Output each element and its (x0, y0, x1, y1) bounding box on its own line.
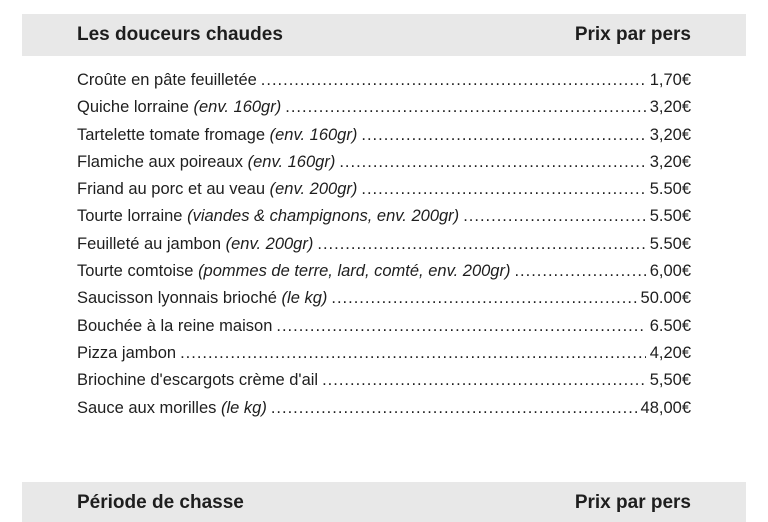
item-name: Croûte en pâte feuilletée (77, 71, 257, 89)
item-price: 3,20€ (649, 152, 691, 171)
item-note: (pommes de terre, lard, comté, env. 200gr) (198, 262, 511, 281)
item-price: 5.50€ (649, 234, 691, 253)
item-note: (viandes & champignons, env. 200gr) (187, 207, 460, 226)
item-price: 4,20€ (649, 343, 691, 362)
item-name: Pizza jambon (77, 343, 177, 362)
section-header-douceurs-chaudes (22, 14, 746, 56)
menu-item (77, 344, 691, 371)
item-price: 3,20€ (649, 98, 691, 117)
menu-item (77, 153, 691, 180)
item-price: 5,50€ (649, 371, 691, 390)
item-note: (env. 200gr) (269, 180, 358, 199)
item-name: Feuilleté au jambon (env. 200gr) (77, 234, 314, 253)
item-name: Tourte lorraine (viandes & champignons, env. 200gr) (77, 207, 460, 226)
leader-dots (317, 235, 645, 254)
item-price: 6,00€ (649, 262, 691, 281)
item-name: Quiche lorraine (env. 160gr) (77, 98, 282, 117)
item-price: 5.50€ (649, 207, 691, 226)
leader-dots (463, 207, 646, 226)
item-name: Friand au porc et au veau (env. 200gr) (77, 180, 358, 199)
item-note: (env. 160gr) (193, 98, 282, 117)
leader-dots (514, 262, 645, 281)
menu-item (77, 126, 691, 153)
item-price: 48,00€ (640, 398, 691, 417)
item-price: 50.00€ (640, 289, 691, 308)
menu-item (77, 180, 691, 207)
leader-dots (331, 289, 636, 308)
menu-item (77, 399, 691, 426)
item-name: Flamiche aux poireaux (env. 160gr) (77, 152, 336, 171)
price-column-header: Prix par pers (574, 24, 691, 45)
item-name: Briochine d'escargots crème d'ail (77, 371, 319, 390)
leader-dots (261, 71, 646, 90)
menu-item (77, 371, 691, 398)
section-title: Les douceurs chaudes (77, 24, 283, 45)
menu-item (77, 98, 691, 125)
leader-dots (339, 153, 645, 172)
menu-item (77, 207, 691, 234)
item-name: Bouchée à la reine maison (77, 316, 273, 335)
leader-dots (361, 180, 645, 199)
item-name: Tourte comtoise (pommes de terre, lard, comté, env. 200gr) (77, 262, 511, 281)
item-price: 6.50€ (649, 316, 691, 335)
leader-dots (271, 399, 637, 418)
menu-item (77, 71, 691, 98)
item-name: Tartelette tomate fromage (env. 160gr) (77, 125, 358, 144)
leader-dots (276, 317, 645, 336)
item-name: Saucisson lyonnais brioché (le kg) (77, 289, 328, 308)
item-price: 3,20€ (649, 125, 691, 144)
item-note: (le kg) (281, 289, 328, 308)
item-name: Sauce aux morilles (le kg) (77, 398, 267, 417)
menu-item (77, 262, 691, 289)
item-note: (le kg) (221, 398, 267, 417)
menu-list-douceurs-chaudes (77, 71, 691, 426)
item-note: (env. 160gr) (269, 125, 358, 144)
item-price: 1,70€ (649, 71, 691, 89)
menu-item (77, 235, 691, 262)
leader-dots (361, 126, 645, 145)
section-header-periode-de-chasse (22, 482, 746, 522)
leader-dots (285, 98, 645, 117)
menu-item (77, 317, 691, 344)
section-title: Période de chasse (77, 492, 244, 513)
item-price: 5.50€ (649, 180, 691, 199)
price-column-header: Prix par pers (574, 492, 691, 513)
item-note: (env. 200gr) (225, 234, 314, 253)
menu-item (77, 289, 691, 316)
leader-dots (180, 344, 646, 363)
item-note: (env. 160gr) (247, 152, 336, 171)
leader-dots (322, 371, 646, 390)
